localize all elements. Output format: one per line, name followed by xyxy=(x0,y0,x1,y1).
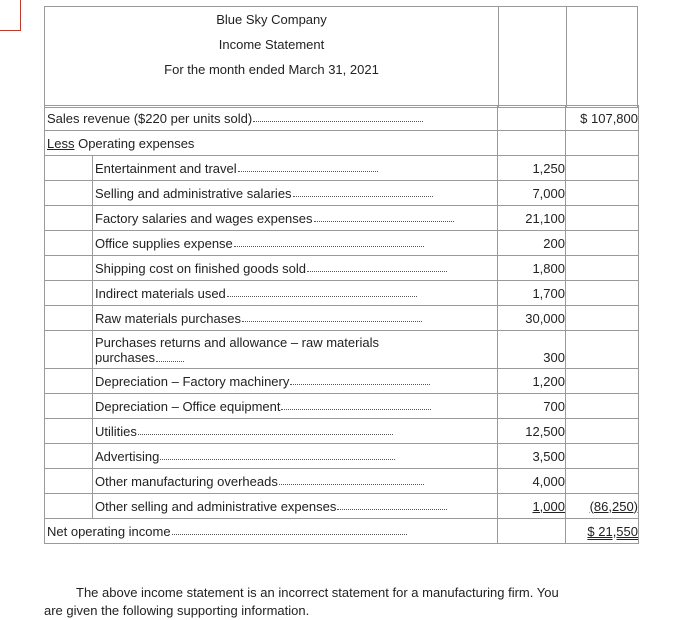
expense-amount: 12,500 xyxy=(498,419,566,444)
sales-total: $ 107,800 xyxy=(566,106,639,131)
expense-amount: 1,700 xyxy=(498,281,566,306)
page-edge-mark xyxy=(0,0,21,31)
amount-cell xyxy=(498,131,566,156)
expense-label: Factory salaries and wages expenses xyxy=(95,210,313,226)
expense-row xyxy=(45,256,639,281)
expense-amount: 1,000 xyxy=(532,498,565,514)
sales-row xyxy=(45,106,639,131)
expense-label: Other manufacturing overheads xyxy=(95,473,278,489)
statement-header xyxy=(44,6,638,108)
expense-amount: 7,000 xyxy=(498,181,566,206)
expense-row xyxy=(45,469,639,494)
expense-amount: 1,250 xyxy=(498,156,566,181)
total-cell xyxy=(566,256,639,281)
expense-amount: 1,800 xyxy=(498,256,566,281)
expense-label-cell xyxy=(93,231,498,256)
amount-cell xyxy=(498,519,566,544)
expense-label-cell xyxy=(93,156,498,181)
expense-row xyxy=(45,306,639,331)
net-label-cell xyxy=(45,519,498,544)
expense-row xyxy=(45,369,639,394)
statement-period: For the month ended March 31, 2021 xyxy=(164,62,379,77)
expense-label: Purchases returns and allowance – raw materials purchases xyxy=(95,334,379,365)
expense-amount: 3,500 xyxy=(498,444,566,469)
total-cell xyxy=(566,369,639,394)
indent-cell xyxy=(45,156,93,181)
expense-label: Shipping cost on finished goods sold xyxy=(95,260,307,276)
expense-label-cell xyxy=(93,369,498,394)
indent-cell xyxy=(45,369,93,394)
expense-label-cell xyxy=(93,419,498,444)
expense-row xyxy=(45,281,639,306)
expense-label: Selling and administrative salaries xyxy=(95,185,292,201)
expense-amount: 21,100 xyxy=(498,206,566,231)
total-cell xyxy=(566,156,639,181)
total-cell xyxy=(566,469,639,494)
expense-label-cell xyxy=(93,256,498,281)
expense-label-cell xyxy=(93,181,498,206)
total-cell xyxy=(566,131,639,156)
expense-label: Office supplies expense xyxy=(95,235,233,251)
header-divider xyxy=(498,7,499,107)
indent-cell xyxy=(45,206,93,231)
expense-amount: 700 xyxy=(498,394,566,419)
total-cell xyxy=(566,444,639,469)
total-cell xyxy=(566,331,639,369)
total-cell xyxy=(566,419,639,444)
expense-amount: 1,200 xyxy=(498,369,566,394)
indent-cell xyxy=(45,494,93,519)
expense-amount: 4,000 xyxy=(498,469,566,494)
expense-row xyxy=(45,419,639,444)
sales-label: Sales revenue ($220 per units sold) xyxy=(47,110,253,126)
less-label: Less xyxy=(47,135,75,151)
less-label-cell xyxy=(45,131,498,156)
income-statement-table xyxy=(44,105,639,544)
expense-label-cell xyxy=(93,469,498,494)
indent-cell xyxy=(45,231,93,256)
indent-cell xyxy=(45,394,93,419)
expense-row xyxy=(45,231,639,256)
expense-label: Depreciation – Factory machinery xyxy=(95,373,290,389)
indent-cell xyxy=(45,306,93,331)
amount-cell xyxy=(498,106,566,131)
total-cell xyxy=(566,394,639,419)
title-block xyxy=(45,7,498,107)
note-line: are given the following supporting information. xyxy=(44,603,310,618)
indent-cell xyxy=(45,281,93,306)
expense-row xyxy=(45,444,639,469)
expense-label: Indirect materials used xyxy=(95,285,226,301)
total-cell xyxy=(566,206,639,231)
expense-row xyxy=(45,394,639,419)
total-cell xyxy=(566,231,639,256)
indent-cell xyxy=(45,469,93,494)
note-line: The above income statement is an incorrect statement for a manufacturing firm. You xyxy=(76,585,559,600)
indent-cell xyxy=(45,419,93,444)
statement-title: Income Statement xyxy=(218,37,325,52)
expense-amount: 300 xyxy=(498,331,566,369)
supporting-note xyxy=(44,584,644,620)
expense-row xyxy=(45,494,639,519)
expense-label-cell xyxy=(93,281,498,306)
expense-row xyxy=(45,156,639,181)
total-cell xyxy=(566,306,639,331)
net-income-total: $ 21,550 xyxy=(587,523,638,539)
expense-label: Utilities xyxy=(95,423,137,439)
expense-label: Raw materials purchases xyxy=(95,310,241,326)
net-income-label: Net operating income xyxy=(47,523,171,539)
expense-label-cell xyxy=(93,394,498,419)
expense-label-cell xyxy=(93,306,498,331)
expense-label: Depreciation – Office equipment xyxy=(95,398,281,414)
expense-row xyxy=(45,206,639,231)
expense-label-cell xyxy=(93,494,498,519)
total-cell xyxy=(566,181,639,206)
operating-expenses-label: Operating expenses xyxy=(74,135,195,151)
sales-label-cell xyxy=(45,106,498,131)
expense-label-cell xyxy=(93,444,498,469)
expenses-total: (86,250) xyxy=(589,498,638,514)
expense-label-cell xyxy=(93,331,498,369)
expense-label: Advertising xyxy=(95,448,160,464)
indent-cell xyxy=(45,256,93,281)
header-divider xyxy=(566,7,567,107)
company-name: Blue Sky Company xyxy=(216,12,327,27)
expense-amount: 200 xyxy=(498,231,566,256)
expense-row xyxy=(45,331,639,369)
expense-label-cell xyxy=(93,206,498,231)
expense-label: Entertainment and travel xyxy=(95,160,237,176)
indent-cell xyxy=(45,181,93,206)
less-row xyxy=(45,131,639,156)
net-income-row xyxy=(45,519,639,544)
expense-label: Other selling and administrative expenses xyxy=(95,498,337,514)
indent-cell xyxy=(45,444,93,469)
expense-amount: 30,000 xyxy=(498,306,566,331)
total-cell xyxy=(566,281,639,306)
expense-row xyxy=(45,181,639,206)
indent-cell xyxy=(45,331,93,369)
